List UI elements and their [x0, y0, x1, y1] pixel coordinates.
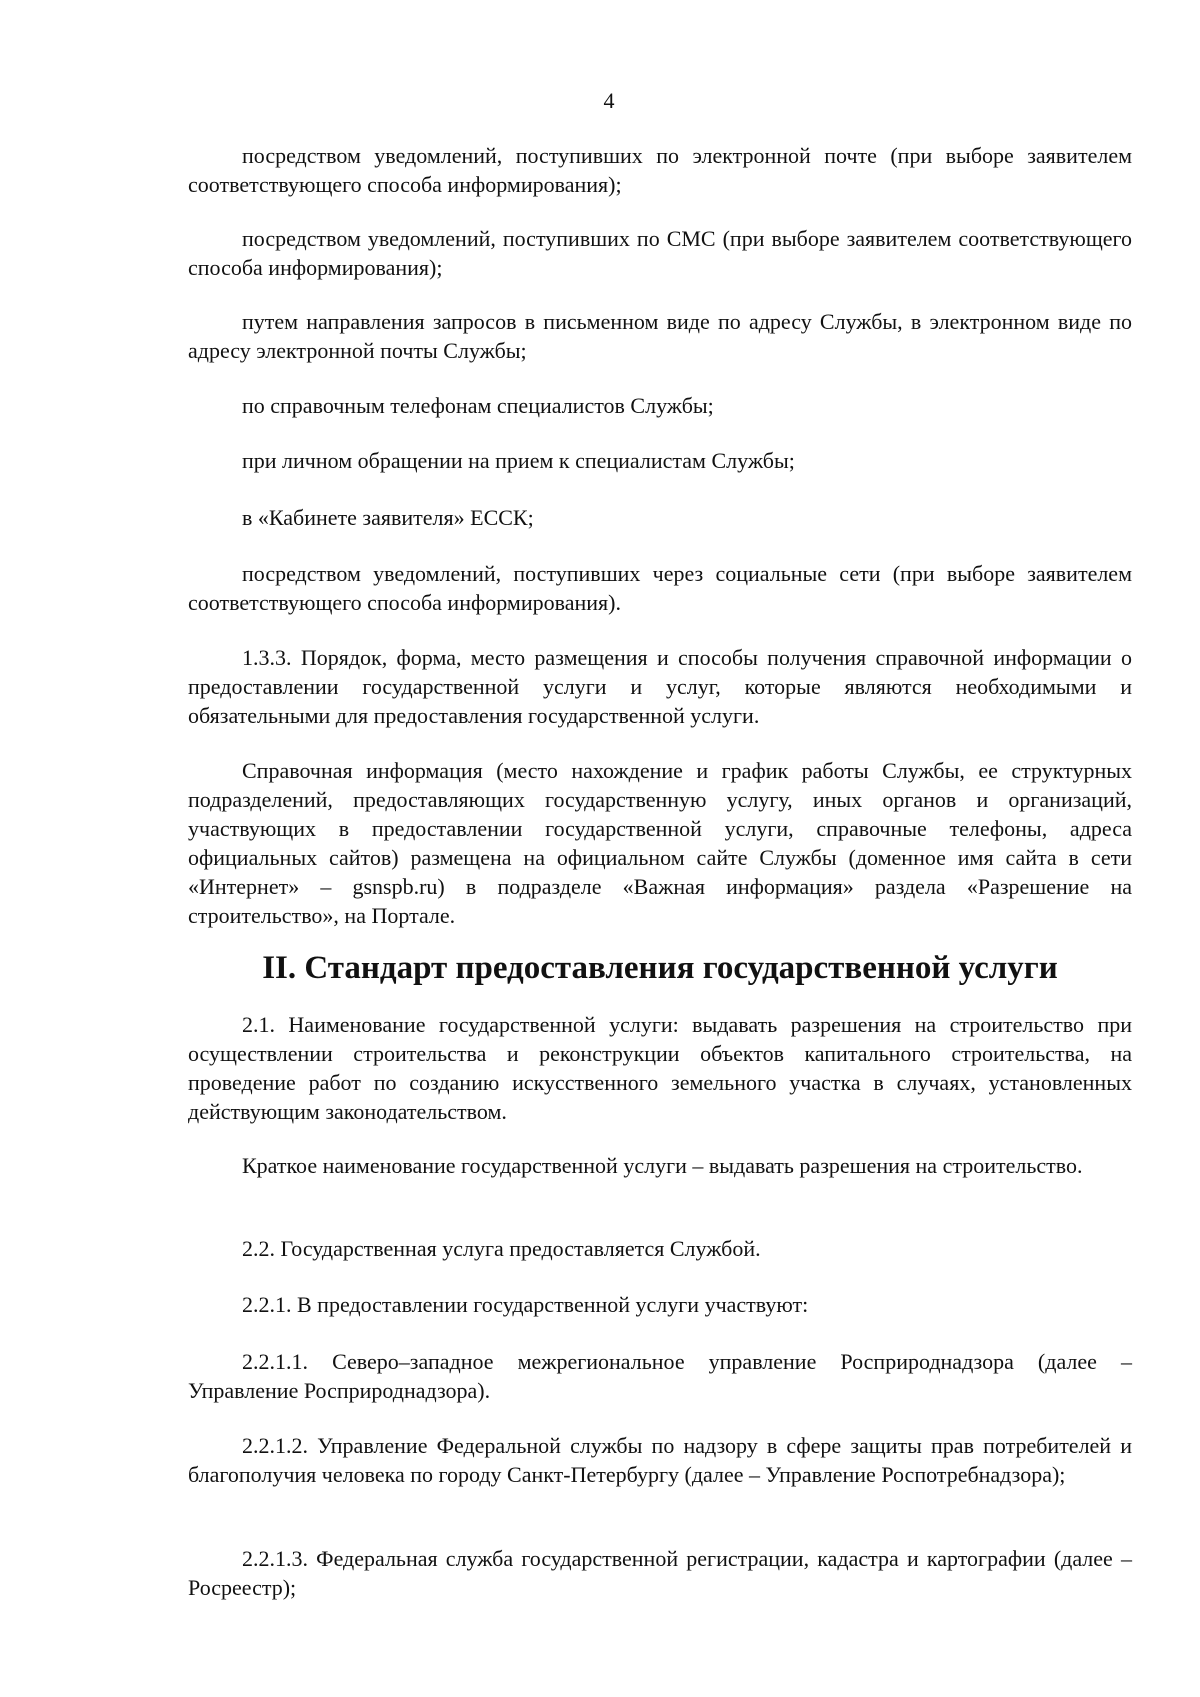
paragraph-1-3-3: 1.3.3. Порядок, форма, место размещения и способы получения справочной информации о предоставлении государственной услуги и услуг, которые являются необходимыми и обязательными для предоставления государственной услуги.: [188, 645, 1132, 728]
paragraph-sms-notifications: посредством уведомлений, поступивших по СМС (при выборе заявителем соответствующего способа информирования);: [188, 226, 1132, 280]
paragraph-2-1: 2.1. Наименование государственной услуги: выдавать разрешения на строительство при осуществлении строительства и реконструкции объектов капитального строительства, на проведение работ по созданию искусственного земельного участка в случаях, установленных действующим законодательством.: [188, 1012, 1132, 1124]
paragraph-reference-information: Справочная информация (место нахождение и график работы Службы, ее структурных подразделений, предоставляющих государственную услугу, иных органов и организаций, участвующих в предоставлении государственной услуги, справочные телефоны, адреса официальных сайтов) размещена на официальном сайте Службы (доменное имя сайта в сети «Интернет» – gsnspb.ru) в подразделе «Важная информация» раздела «Разрешение на строительство», на Портале.: [188, 758, 1132, 928]
section-heading: II. Стандарт предоставления государственной услуги: [262, 950, 1058, 986]
page-number: 4: [603, 88, 615, 113]
paragraph-applicant-cabinet: в «Кабинете заявителя» ЕССК;: [242, 505, 534, 530]
paragraph-2-2-1-3: 2.2.1.3. Федеральная служба государственной регистрации, кадастра и картографии (далее – Росреестр);: [188, 1546, 1132, 1600]
paragraph-personal-visit: при личном обращении на прием к специалистам Службы;: [242, 448, 795, 473]
paragraph-2-2-1-1: 2.2.1.1. Северо–западное межрегиональное управление Росприроднадзора (далее – Управление Росприроднадзора).: [188, 1349, 1132, 1403]
paragraph-2-2: 2.2. Государственная услуга предоставляется Службой.: [242, 1236, 761, 1261]
paragraph-written-requests: путем направления запросов в письменном виде по адресу Службы, в электронном виде по адресу электронной почты Службы;: [188, 309, 1132, 363]
paragraph-email-notifications: посредством уведомлений, поступивших по электронной почте (при выборе заявителем соответствующего способа информирования);: [188, 143, 1132, 197]
paragraph-social-networks: посредством уведомлений, поступивших через социальные сети (при выборе заявителем соответствующего способа информирования).: [188, 561, 1132, 615]
paragraph-2-2-1: 2.2.1. В предоставлении государственной услуги участвуют:: [242, 1292, 809, 1317]
paragraph-reference-phones: по справочным телефонам специалистов Службы;: [242, 393, 714, 418]
paragraph-2-2-1-2: 2.2.1.2. Управление Федеральной службы по надзору в сфере защиты прав потребителей и благополучия человека по городу Санкт-Петербургу (далее – Управление Роспотребнадзора);: [188, 1433, 1132, 1487]
paragraph-short-name: Краткое наименование государственной услуги – выдавать разрешения на строительство.: [242, 1153, 1083, 1178]
